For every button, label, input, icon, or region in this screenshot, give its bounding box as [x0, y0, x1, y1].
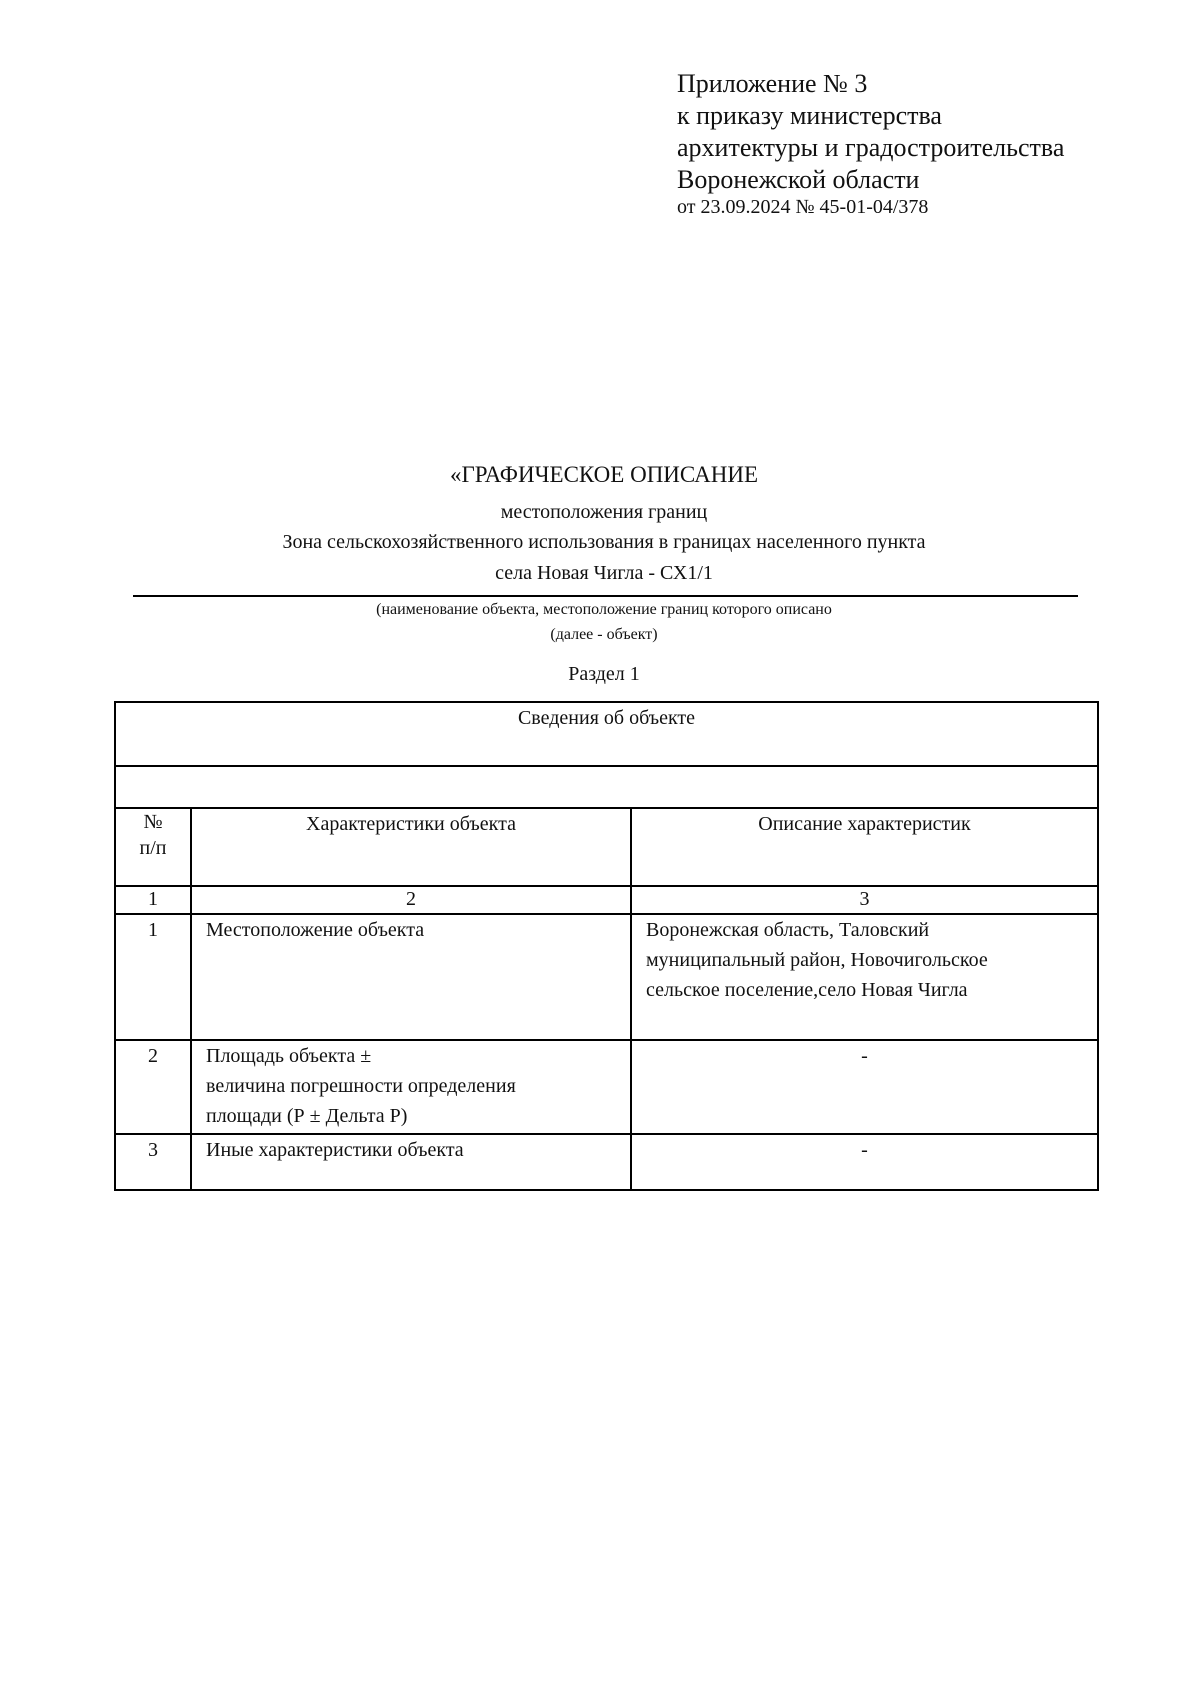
row-characteristic: Иные характеристики объекта — [191, 1134, 631, 1190]
appendix-date: от 23.09.2024 № 45-01-04/378 — [677, 196, 929, 218]
row-characteristic: Местоположение объекта — [191, 914, 631, 1040]
appendix-line-2: к приказу министерства — [677, 101, 942, 130]
object-info-table — [114, 701, 1099, 1191]
appendix-line-4: Воронежской области — [677, 165, 920, 194]
table-blank-row — [115, 766, 1098, 808]
row-description — [631, 914, 1098, 1040]
table-row — [115, 1134, 1098, 1190]
document-subtitle-2: Зона сельскохозяйственного использования в границах населенного пункта — [282, 531, 926, 553]
column-header-number-line-1: № — [143, 811, 163, 833]
row-characteristic-line: величина погрешности определения — [206, 1075, 516, 1097]
column-header-characteristics: Характеристики объекта — [191, 808, 631, 886]
table-header-row — [115, 808, 1098, 886]
document-title: «ГРАФИЧЕСКОЕ ОПИСАНИЕ — [449, 462, 758, 487]
row-number: 1 — [115, 914, 191, 1040]
row-description-line: Воронежская область, Таловский — [646, 919, 930, 941]
row-description-line: муниципальный район, Новочигольское — [646, 949, 988, 971]
table-heading: Сведения об объекте — [115, 702, 1098, 766]
object-note-1: (наименование объекта, местоположение границ которого описано — [376, 601, 832, 618]
section-label: Раздел 1 — [568, 663, 640, 685]
column-header-number — [115, 808, 191, 886]
table-heading-row — [115, 702, 1098, 766]
row-description: - — [631, 1040, 1098, 1134]
object-note-2: (далее - объект) — [550, 626, 658, 643]
column-index-1: 1 — [115, 886, 191, 914]
row-characteristic — [191, 1040, 631, 1134]
appendix-line-1: Приложение № 3 — [677, 69, 868, 98]
row-description: - — [631, 1134, 1098, 1190]
column-index-row — [115, 886, 1098, 914]
column-header-description: Описание характеристик — [631, 808, 1098, 886]
appendix-block — [677, 68, 1177, 218]
document-subtitle-1: местоположения границ — [500, 501, 708, 523]
row-characteristic-line: Площадь объекта ± — [206, 1045, 372, 1067]
row-characteristic-line: площади (Р ± Дельта Р) — [206, 1105, 408, 1127]
row-description-line: сельское поселение,село Новая Чигла — [646, 979, 968, 1001]
appendix-line-3: архитектуры и градостроительства — [677, 133, 1065, 162]
table-row — [115, 914, 1098, 1040]
column-header-number-line-2: п/п — [139, 837, 167, 859]
row-number: 3 — [115, 1134, 191, 1190]
column-index-2: 2 — [191, 886, 631, 914]
title-underline — [133, 595, 1078, 597]
document-subtitle-3: села Новая Чигла - СХ1/1 — [495, 562, 713, 584]
row-number: 2 — [115, 1040, 191, 1134]
table-blank-cell — [115, 766, 1098, 808]
table-row — [115, 1040, 1098, 1134]
column-index-3: 3 — [631, 886, 1098, 914]
